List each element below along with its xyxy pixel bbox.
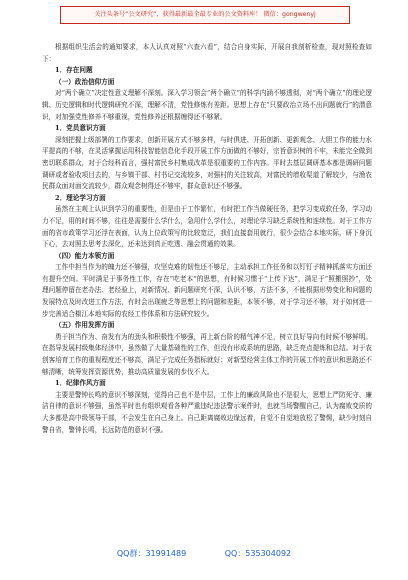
paragraph: 对“两个确立”决定性意义理解不深刻。深入学习领会“两个确立”的科学内涵不够透彻，对“两个确立”的理论逻辑、历史逻辑和时代逻辑研究不深，理解不清，党性修炼有差距。思想上存在“只要政治立场不出问题就行”的潜意识，对加强党性修养不够重视，党性修养还根据缠得还不够紧。 xyxy=(42,89,372,121)
paragraph: 主要是警钟长鸣的意识不够深刻，觉得自己也不是中层，工作上的廉政风险也不是很大，思想上严防死守、廉洁自律的意识不够强，虽然平时也有组织观看各种严重违纪违法警示案件时，也就当场警醒自己，认为腐败变质的大多都是高中级领导干部，不会发生在自己身上。自己距离腐败边缘远着，自觉不自觉地放松了警惕，缺少时刻自警自省，警钟长鸣，长远防范的意识不强。 xyxy=(42,390,372,434)
paragraph: 工作中担当作为的魄力还不够强，攻坚克难的韧性还不够足，主动承担工作任务和以钉钉子精神抓落实方面还有提升空间。平时满足于事务性工作，存在“吃老本”的思想，有时候习惯于“上传下达”，满足于“照搬照抄”，处理问题停留在老办法、老经验上，对新情况、新问题研究不深，认识不够，方法不多，不能根据形势变化和问题的发展特点及时改进工作方法，有时会出现疲乏等思想上的问题和差距，本领不够，对于学习还不够，对于如何进一步完善适合椒江本地实际的农经工作体系和方法研究较少。 xyxy=(42,263,372,318)
footer xyxy=(0,548,408,559)
document-body xyxy=(42,42,372,436)
subsection-heading: （四）能力本领方面 xyxy=(55,251,115,260)
intro-paragraph: 根据组织生活会的通知要求，本人认真对照“六查六看”，结合自身实际，开展自我剖析检查，现对照检查如下： xyxy=(42,43,372,63)
item-heading: 1．党员意识方面 xyxy=(55,124,106,133)
section-heading: 1．存在问题 xyxy=(55,66,93,75)
subsection-heading: （一）政治信仰方面 xyxy=(55,77,115,86)
subsection-heading: （五）作用发挥方面 xyxy=(55,321,115,330)
paragraph: 深刻把握上级部署的工作要求，创新开展方式不够多样，与时俱进、开拓创新、更新观念、大胆工作的能力水平提高的不够，在灵活掌握运用科技智能信息化手段开展工作方面做的不够好，宗旨意识树的不牢，未能完全做到密切联系群众，对于合经科而言，强村富民乡村集成改革是很重要的工作内容。平时去基层调研基本都是调研问题调研或者验收项目去的，与乡镇干部、村书记交流较多，对强村的关注较高，对富民的增收渠道了解较少，与渔农民群众面对面交流较少，群众观念树得还不够牢，群众意识还不够强。 xyxy=(42,135,372,191)
paragraph: 勇于担当作为、奋发有为的劲头和积极性不够强，再上新台阶的精气神不足，树立良好导向有时候不够鲜明。在指导发展村级集体经济中，虽然做了大量基础性的工作，但没有形成系统的思路，缺乏亮点提炼和总结。对于农创客培育工作的重视程度还不够高，满足于完成任务指标就好；对新型经营主体工作的开展工作的意识和思路还不够清晰，统筹发挥资源优势，推动高质量发展的步伐不大。 xyxy=(42,332,372,376)
paragraph: 虽然在主观上认识到学习的重要性，但是由于工作繁忙，有时把工作当做硬任务，把学习变成软任务，学习动力不足，用的时间不够，往往是需要什么学什么，急用什么学什么，对理论学习缺乏系统性和连续性。对于工作方面的省市政策学习还浮在表面，认为上位政策写的比较宽泛，我们直接套用就行，很少会结合本地实际，研下身沉下心，去对照去思考去深化，还未达到真正吃透、融会贯通的效果。 xyxy=(42,205,372,249)
promo-banner: 关注头条号“公文研究”，获得最新最全最专业的公文资料库！ 微信：gongwenyj xyxy=(60,6,350,24)
qq-contact-link[interactable]: QQ：535304092 xyxy=(224,549,292,558)
item-heading: 2．理论学习方面 xyxy=(55,193,106,202)
item-heading: 1．纪律作风方面 xyxy=(55,379,106,388)
qq-group-link[interactable]: QQ群：31991489 xyxy=(116,549,187,558)
